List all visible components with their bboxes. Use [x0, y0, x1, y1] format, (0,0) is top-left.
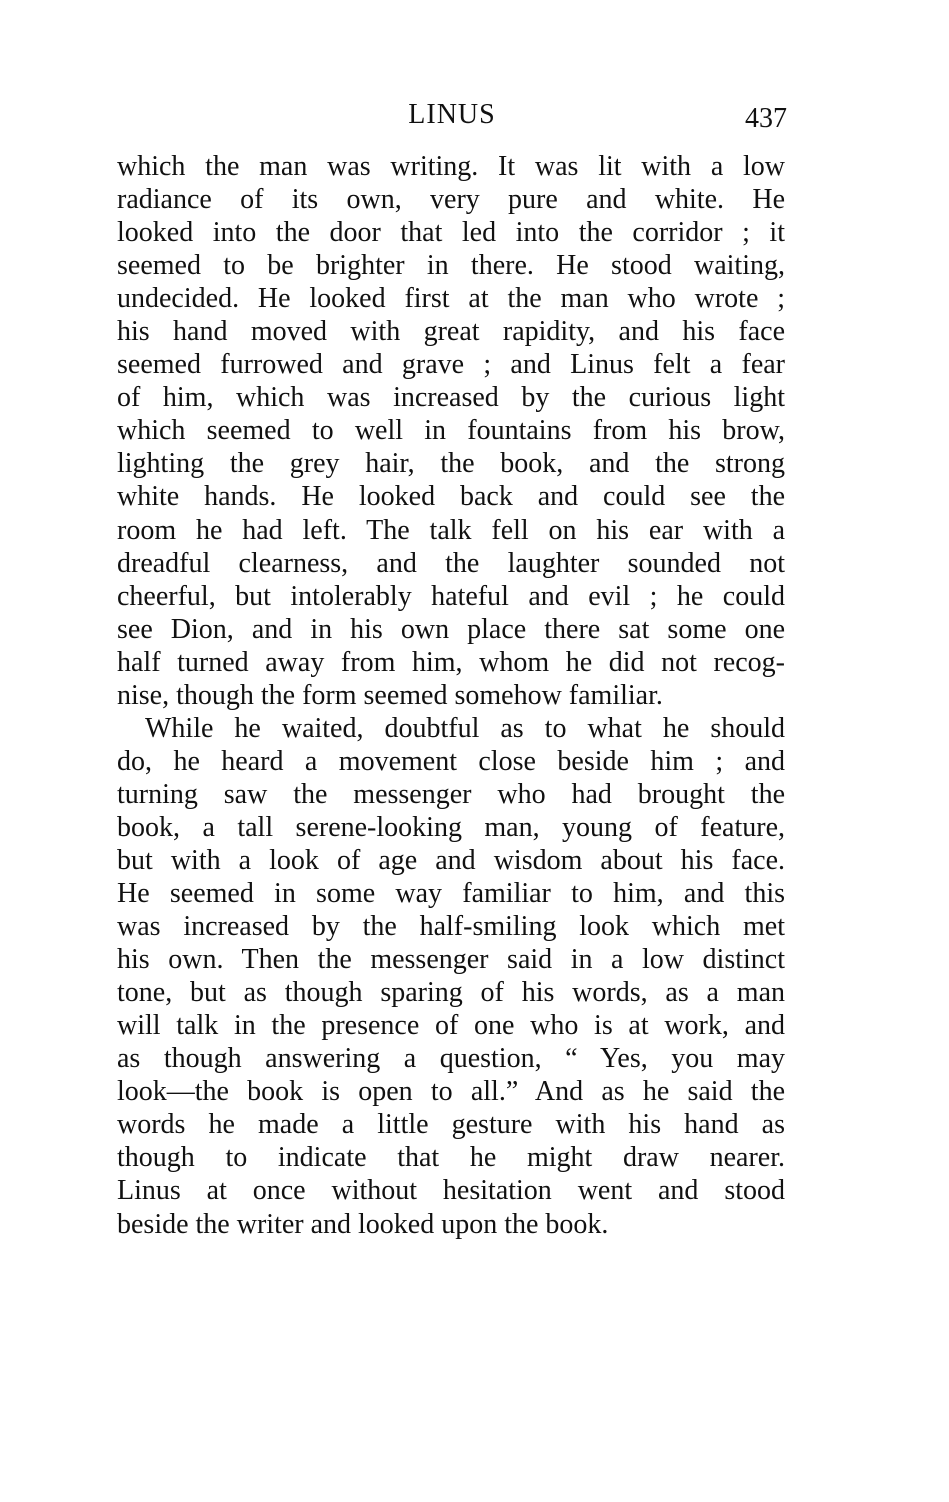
- text-line: which seemed to well in fountains from his brow,: [117, 415, 785, 447]
- text-line: radiance of its own, very pure and white. He: [117, 184, 785, 216]
- text-line: beside the writer and looked upon the book.: [117, 1208, 609, 1240]
- text-line: do, he heard a movement close beside him ; and: [117, 745, 785, 777]
- text-line: Linus at once without hesitation went and stood: [117, 1175, 785, 1207]
- text-line: words he made a little gesture with his hand as: [117, 1109, 785, 1141]
- text-line: was increased by the half-smiling look which met: [117, 911, 785, 943]
- text-line: While he waited, doubtful as to what he should: [145, 712, 785, 744]
- running-title: LINUS: [408, 99, 496, 130]
- text-line: though to indicate that he might draw nearer.: [117, 1142, 785, 1174]
- page-number: 437: [745, 103, 787, 134]
- text-line: looked into the door that led into the corridor ; it: [117, 217, 785, 249]
- text-line: room he had left. The talk fell on his ear with a: [117, 514, 785, 546]
- paragraph-2: [117, 712, 785, 1241]
- text-line: cheerful, but intolerably hateful and evil ; he could: [117, 580, 785, 612]
- body-text: [117, 150, 785, 1241]
- text-line: turning saw the messenger who had brought the: [117, 778, 785, 810]
- text-line: lighting the grey hair, the book, and the strong: [117, 448, 785, 480]
- text-line: which the man was writing. It was lit with a low: [117, 151, 785, 182]
- text-line: see Dion, and in his own place there sat some one: [117, 613, 785, 645]
- text-line: seemed to be brighter in there. He stood waiting,: [117, 250, 785, 282]
- text-line: He seemed in some way familiar to him, and this: [117, 878, 785, 910]
- text-line: white hands. He looked back and could see the: [117, 481, 785, 513]
- text-line: his hand moved with great rapidity, and his face: [117, 316, 785, 348]
- text-line: his own. Then the messenger said in a low distinct: [117, 944, 785, 976]
- text-line: nise, though the form seemed somehow familiar.: [117, 679, 663, 711]
- text-line: but with a look of age and wisdom about his face.: [117, 844, 785, 876]
- text-line: book, a tall serene-looking man, young of feature,: [117, 811, 785, 843]
- text-line: tone, but as though sparing of his words, as a man: [117, 977, 785, 1009]
- text-line: of him, which was increased by the curious light: [117, 382, 785, 414]
- text-line: undecided. He looked first at the man who wrote ;: [117, 283, 785, 315]
- text-line: half turned away from him, whom he did not recog-: [117, 646, 785, 678]
- text-line: look—the book is open to all.” And as he said the: [117, 1076, 785, 1108]
- text-line: dreadful clearness, and the laughter sounded not: [117, 547, 785, 579]
- paragraph-1: [117, 150, 785, 712]
- running-head: [117, 98, 787, 138]
- text-line: will talk in the presence of one who is at work, and: [117, 1010, 785, 1042]
- text-line: as though answering a question, “ Yes, you may: [117, 1043, 785, 1075]
- text-line: seemed furrowed and grave ; and Linus felt a fear: [117, 349, 785, 381]
